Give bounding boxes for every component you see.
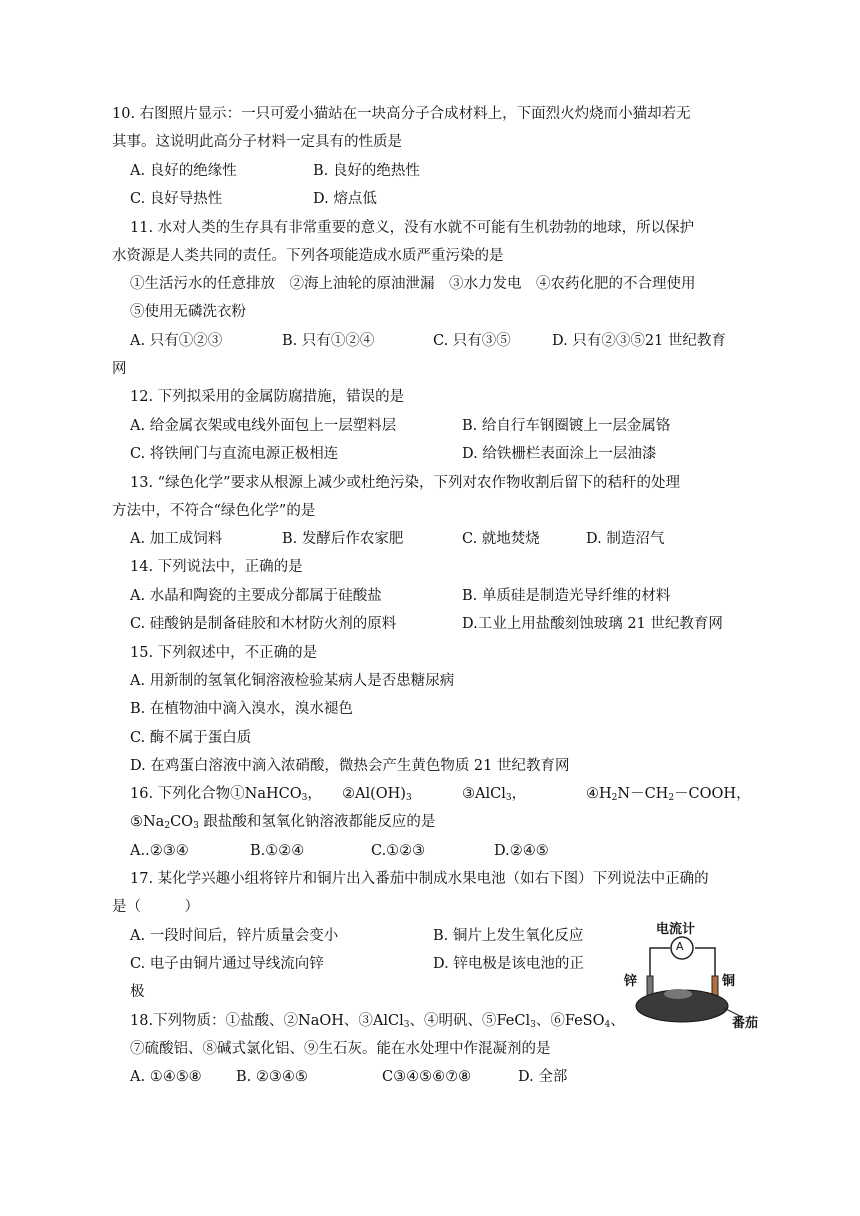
q11-option-a: A. 只有①②③: [130, 333, 223, 349]
q13-option-a: A. 加工成饲料: [130, 531, 223, 547]
q12-option-a: A. 给金属衣架或电线外面包上一层塑料层: [130, 418, 397, 434]
q16-item-2: $②Al(OH)_3$: [342, 786, 412, 803]
q16-stem-line2: [130, 812, 435, 832]
q18-option-d: D. 全部: [518, 1069, 568, 1085]
q17-option-a: A. 一段时间后，锌片质量会变小: [130, 928, 339, 944]
tomato-stem: [664, 989, 692, 999]
q12-option-d: D. 给铁栅栏表面涂上一层油漆: [462, 446, 657, 462]
q11-option-c: C. 只有③⑤: [433, 333, 511, 349]
q12-option-b: B. 给自行车钢圈镀上一层金属铬: [462, 418, 671, 434]
q11-items-line1: ①生活污水的任意排放 ②海上油轮的原油泄漏 ③水力发电 ④农药化肥的不合理使用: [130, 276, 696, 292]
ammeter-symbol: A: [676, 940, 684, 953]
q14-option-a: A. 水晶和陶瓷的主要成分都属于硅酸盐: [130, 588, 382, 604]
q16-item-4: $④H_2N-CH_2-COOH$，: [586, 786, 751, 803]
q16-item-5: $⑤Na_2CO_3$: [130, 814, 199, 831]
q18-option-b: B. ②③④⑤: [236, 1069, 308, 1085]
q18-option-c: C③④⑤⑥⑦⑧: [382, 1069, 472, 1085]
q10-stem-line1: 10. 右图照片显示：一只可爱小猫站在一块高分子合成材料上，下面烈火灼烧而小猫却若无: [112, 106, 691, 122]
q10-option-c: C. 良好导热性: [130, 191, 223, 207]
fruit-battery-figure: [620, 918, 770, 1031]
q11-option-d: D. 只有②③⑤21 世纪教育: [552, 333, 726, 349]
q10-stem-line2: 其事。这说明此高分子材料一定具有的性质是: [112, 134, 402, 150]
q13-stem-line2: 方法中，不符合“绿色化学”的是: [112, 503, 316, 519]
q16-option-d: D.②④⑤: [494, 843, 549, 859]
q17-option-d-wrap: 极: [130, 984, 145, 1000]
q13-option-c: C. 就地焚烧: [462, 531, 540, 547]
q17-stem-line1: 17. 某化学兴趣小组将锌片和铜片出入番茄中制成水果电池（如右下图）下列说法中正确的: [130, 871, 709, 887]
q11-option-b: B. 只有①②④: [282, 333, 375, 349]
q16-stem-line1: [130, 784, 322, 804]
q14-option-c: C. 硅酸钠是制备硅胶和木材防火剂的原料: [130, 616, 397, 632]
q15-stem: 15. 下列叙述中，不正确的是: [130, 645, 318, 661]
copper-label: 铜: [722, 974, 736, 989]
q10-option-a: A. 良好的绝缘性: [130, 163, 237, 179]
q14-option-d: D.工业上用盐酸刻蚀玻璃 21 世纪教育网: [462, 616, 723, 632]
q16-stem: 16. 下列化合物: [130, 786, 231, 802]
q11-stem-line1: 11. 水对人类的生存具有非常重要的意义，没有水就不可能有生机勃勃的地球，所以保护: [130, 220, 695, 236]
q18-option-a: A. ①④⑤⑧: [130, 1069, 202, 1085]
q16-item-1: ①NaHCO$_3$，: [230, 786, 322, 803]
q15-option-c: C. 酶不属于蛋白质: [130, 730, 252, 746]
q17-stem-line2: 是（ ）: [112, 899, 199, 915]
q18-stem-line1: 18.下列物质：①盐酸、②NaOH、③AlCl$_3$、④明矾、⑤FeCl$_3$、⑥FeSO$_4$、: [130, 1013, 625, 1030]
tomato-label: 番茄: [732, 1016, 759, 1031]
q13-stem-line1: 13. “绿色化学”要求从根源上减少或杜绝污染，下列对农作物收割后留下的秸秆的处理: [130, 475, 680, 491]
q18-stem-line2: ⑦硫酸铝、⑧碱式氯化铝、⑨生石灰。能在水处理中作混凝剂的是: [130, 1041, 551, 1057]
q11-stem-line2: 水资源是人类共同的责任。下列各项能造成水质严重污染的是: [112, 248, 504, 264]
q11-items-line2: ⑤使用无磷洗衣粉: [130, 304, 246, 320]
q17-option-c: C. 电子由铜片通过导线流向锌: [130, 956, 324, 972]
zinc-label: 锌: [624, 974, 638, 989]
q10-option-d: D. 熔点低: [313, 191, 377, 207]
q14-option-b: B. 单质硅是制造光导纤维的材料: [462, 588, 671, 604]
q16-option-b: B.①②④: [250, 843, 305, 859]
q13-option-d: D. 制造沼气: [586, 531, 665, 547]
q16-item-3: ③AlCl$_3$，: [462, 786, 527, 803]
q12-option-c: C. 将铁闸门与直流电源正极相连: [130, 446, 339, 462]
q12-stem: 12. 下列拟采用的金属防腐措施，错误的是: [130, 389, 405, 405]
q10-option-b: B. 良好的绝热性: [313, 163, 420, 179]
q15-option-d: D. 在鸡蛋白溶液中滴入浓硝酸，微热会产生黄色物质 21 世纪教育网: [130, 758, 570, 774]
q14-stem: 14. 下列说法中，正确的是: [130, 559, 303, 575]
q16-option-a: A..②③④: [130, 843, 189, 859]
q16-option-c: C.①②③: [371, 843, 426, 859]
q15-option-b: B. 在植物油中滴入溴水，溴水褪色: [130, 701, 353, 717]
q15-option-a: A. 用新制的氢氧化铜溶液检验某病人是否患糖尿病: [130, 673, 455, 689]
q11-option-d-wrap: 网: [112, 361, 127, 377]
q13-option-b: B. 发酵后作农家肥: [282, 531, 404, 547]
q16-stem-tail: 跟盐酸和氢氧化钠溶液都能反应的是: [198, 814, 436, 830]
q17-option-d: D. 锌电极是该电池的正: [433, 956, 584, 972]
ammeter-label: 电流计: [656, 922, 696, 937]
q17-option-b: B. 铜片上发生氧化反应: [433, 928, 584, 944]
